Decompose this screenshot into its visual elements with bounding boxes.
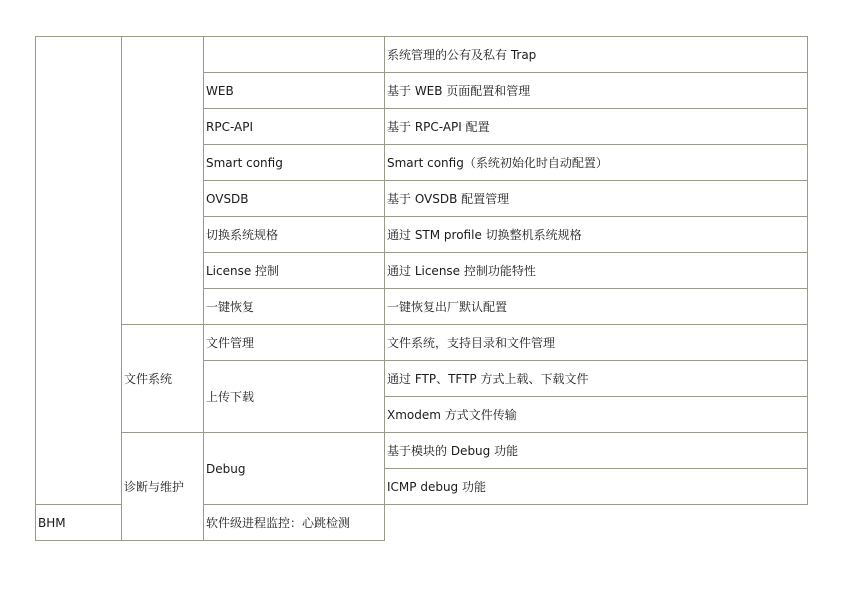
feature-cell: RPC-API bbox=[204, 109, 385, 145]
description-cell: 基于 OVSDB 配置管理 bbox=[385, 181, 808, 217]
feature-cell: 上传下载 bbox=[204, 361, 385, 433]
description-cell: 软件级进程监控：心跳检测 bbox=[204, 505, 385, 541]
category-cell bbox=[122, 37, 204, 325]
feature-cell: 切换系统规格 bbox=[204, 217, 385, 253]
feature-cell bbox=[204, 37, 385, 73]
description-cell: 通过 License 控制功能特性 bbox=[385, 253, 808, 289]
table-row bbox=[36, 433, 808, 469]
description-cell: Smart config（系统初始化时自动配置） bbox=[385, 145, 808, 181]
category-cell: 文件系统 bbox=[122, 325, 204, 433]
feature-cell: Smart config bbox=[204, 145, 385, 181]
description-cell: 通过 STM profile 切换整机系统规格 bbox=[385, 217, 808, 253]
feature-cell: WEB bbox=[204, 73, 385, 109]
category-cell: 诊断与维护 bbox=[122, 433, 204, 541]
section-cell bbox=[36, 37, 122, 505]
description-cell: 基于 WEB 页面配置和管理 bbox=[385, 73, 808, 109]
table-row bbox=[36, 325, 808, 361]
feature-spec-table bbox=[35, 36, 808, 541]
feature-cell: 一键恢复 bbox=[204, 289, 385, 325]
feature-cell: BHM bbox=[36, 505, 122, 541]
feature-cell: 文件管理 bbox=[204, 325, 385, 361]
description-cell: 基于 RPC-API 配置 bbox=[385, 109, 808, 145]
table-row bbox=[36, 37, 808, 73]
description-cell: 系统管理的公有及私有 Trap bbox=[385, 37, 808, 73]
description-cell: 基于模块的 Debug 功能 bbox=[385, 433, 808, 469]
feature-cell: Debug bbox=[204, 433, 385, 505]
feature-cell: License 控制 bbox=[204, 253, 385, 289]
description-cell: 一键恢复出厂默认配置 bbox=[385, 289, 808, 325]
feature-cell: OVSDB bbox=[204, 181, 385, 217]
description-cell: ICMP debug 功能 bbox=[385, 469, 808, 505]
description-cell: 文件系统，支持目录和文件管理 bbox=[385, 325, 808, 361]
description-cell: Xmodem 方式文件传输 bbox=[385, 397, 808, 433]
description-cell: 通过 FTP、TFTP 方式上载、下载文件 bbox=[385, 361, 808, 397]
